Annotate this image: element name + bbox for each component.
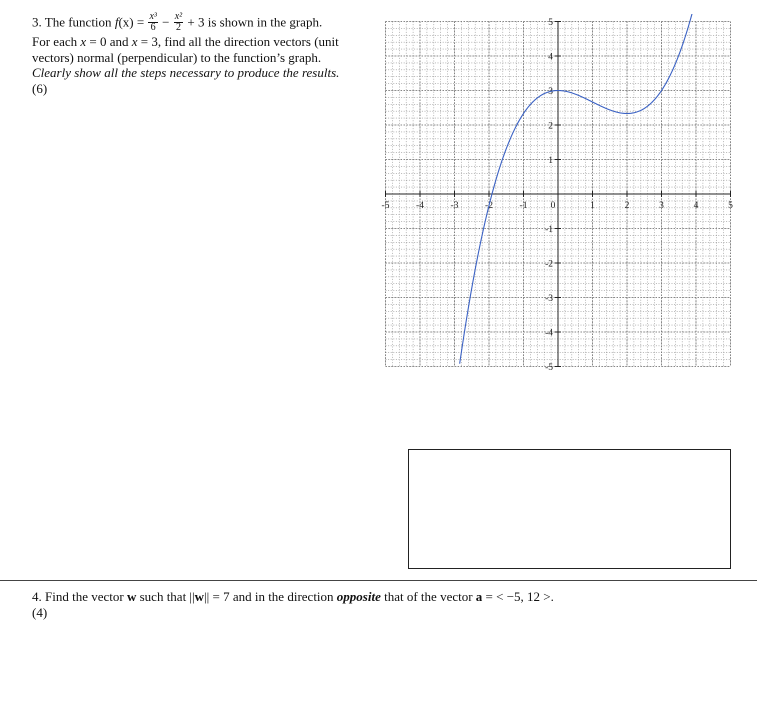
question-4 [32,589,732,620]
line-2-text-b: = 0 and [86,34,132,49]
x-tick-label: 2 [624,201,630,211]
x-tick-label: 1 [590,201,595,211]
fraction-x-squared-over-2 [174,12,183,33]
opposite-emphasis: opposite [336,589,381,604]
fraction-2-numerator: x² [174,11,183,22]
question-3-marks: (6) [32,80,48,96]
axes [386,22,731,367]
y-tick-label: -3 [545,294,553,304]
vector-w: w [126,589,137,604]
function-name: f [114,14,119,30]
fraction-1-numerator: x³ [149,11,157,22]
question-4-marks: (4) [32,604,48,620]
vector-w-norm: w [194,589,205,604]
fraction-1-denominator: 6 [150,22,156,33]
fraction-2-denominator: 2 [175,22,181,33]
question-4-line-1 [32,589,732,605]
question-4-text-3: that of the vector [380,589,476,604]
y-tick-label: -4 [545,328,553,339]
line-2-text-c: = 3, find all the direction vectors (unit [137,34,339,49]
vector-a: a [475,589,483,604]
x-tick-label: 0 [550,201,556,211]
variable-x-1: x [80,34,87,49]
question-3-line-2 [32,34,372,50]
function-variable: (x) = [118,14,148,30]
y-tick-label: -1 [545,225,553,235]
x-axis-tick-labels [382,201,734,211]
question-4-lead: 4. Find the vector [32,589,127,604]
question-4-tail: = < −5, 12 >. [482,589,554,604]
y-tick-label: 3 [548,87,553,97]
question-3-instruction: Clearly show all the steps necessary to produce the results. [32,65,340,80]
y-axis-tick-labels [545,18,553,373]
y-tick-label: 2 [548,121,553,132]
variable-x-2: x [131,34,138,49]
minus-sign: − [158,14,173,30]
x-tick-label: 3 [659,201,664,211]
y-tick-label: 5 [548,18,553,28]
question-4-text-2: || = 7 and in the direction [204,589,337,604]
y-tick-label: 1 [548,156,553,166]
question-3 [32,13,372,96]
question-4-text-1: such that || [136,589,195,604]
y-tick-label: -5 [545,363,553,373]
function-graph [376,14,740,374]
y-tick-label: 4 [548,52,553,63]
x-tick-label: 5 [728,201,733,211]
question-3-tail: + 3 is shown in the graph. [184,14,323,30]
question-3-lead: 3. The function [32,14,115,30]
x-tick-label: -4 [416,201,424,211]
x-tick-label: -5 [381,201,390,211]
x-tick-label: -3 [450,201,459,211]
y-tick-label: -2 [545,259,553,270]
x-tick-label: -2 [485,201,493,211]
question-3-line-1 [32,13,372,34]
answer-box[interactable] [408,449,731,569]
question-3-line-3: vectors) normal (perpendicular) to the function’s graph. [32,49,322,65]
fraction-x-cubed-over-6 [148,12,157,33]
line-2-text-a: For each [32,34,81,49]
x-tick-label: 4 [693,201,699,211]
x-tick-label: -1 [519,201,528,211]
section-divider [0,580,757,581]
